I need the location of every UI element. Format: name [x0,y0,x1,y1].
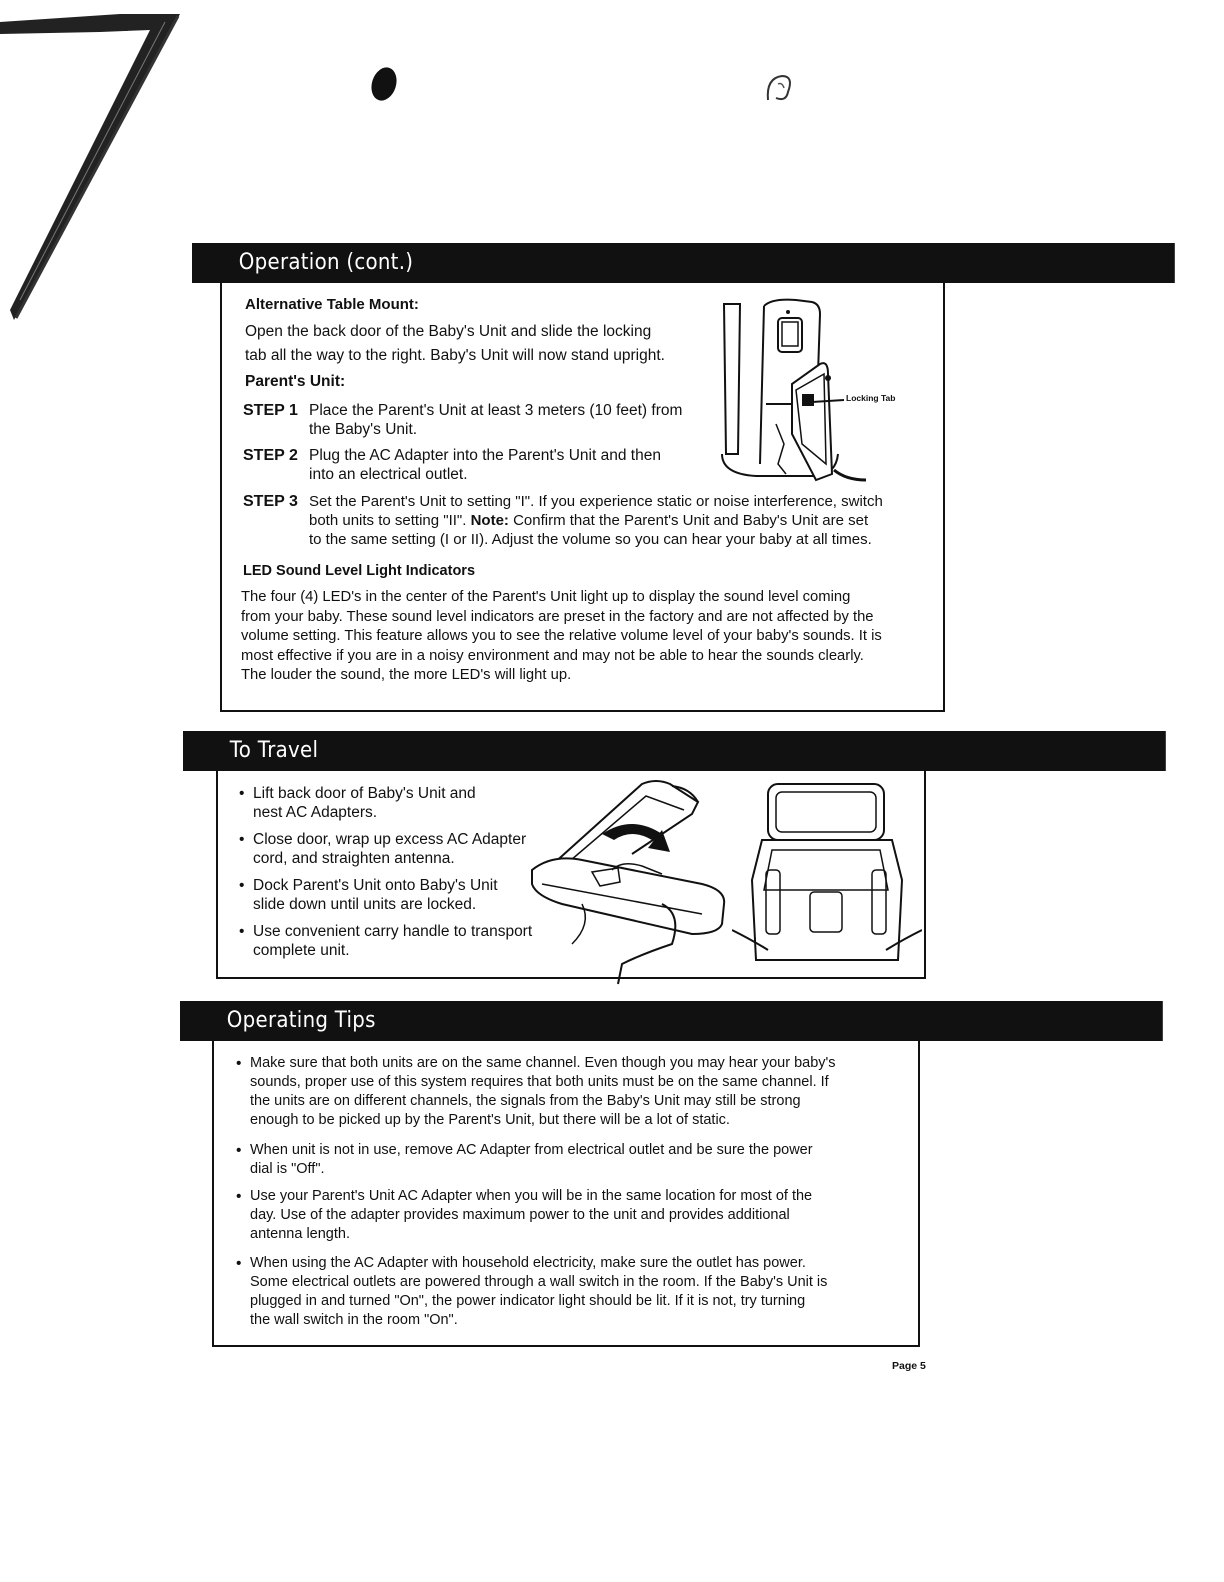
front-view-illustration [732,780,922,972]
bullet-dot: • [236,1255,242,1272]
tips-bullet-1-line-3: the units are on different channels, the signals from the Baby's Unit may still be strong [250,1093,801,1109]
alt-mount-text-line-2: tab all the way to the right. Baby's Unit will now stand upright. [245,347,665,364]
led-line-2: from your baby. These sound level indicators are preset in the factory and are not affected by the [241,608,874,625]
step-3-note-label: Note: [470,512,509,529]
tips-bullet-1-line-1: Make sure that both units are on the same channel. Even though you may hear your baby's [250,1055,836,1071]
tips-bullet-3-line-2: day. Use of the adapter provides maximum power to the unit and provides additional [250,1207,790,1223]
tips-bullet-3-line-3: antenna length. [250,1226,350,1242]
travel-bullet-4-line-1: Use convenient carry handle to transport [253,923,533,940]
tips-bullet-3-text [250,1187,812,1244]
bullet-dot: • [239,923,245,940]
step-2-label: STEP 2 [243,447,298,464]
tips-bullet-3-line-1: Use your Parent's Unit AC Adapter when you will be in the same location for most of the [250,1188,813,1204]
tips-bullet-2-line-2: dial is "Off". [250,1161,325,1177]
step-2 [243,446,703,486]
travel-bullet-4-text [253,922,532,960]
tips-bullet-4-line-2: Some electrical outlets are powered through a wall switch in the room. If the Baby's Unit is [250,1274,828,1290]
bullet-dot: • [239,877,245,894]
bullet-dot: • [239,785,245,802]
tips-bullet-4-line-1: When using the AC Adapter with household electricity, make sure the outlet has power. [250,1255,806,1271]
step-3-line-2-post: Confirm that the Parent's Unit and Baby's Unit are set [513,512,869,529]
docking-illustration [522,774,742,986]
travel-bullet-3 [239,876,539,916]
step-3-line-2 [309,511,883,530]
section-header-tips: Operating Tips [180,1001,1163,1041]
travel-bullet-2-line-1: Close door, wrap up excess AC Adapter [253,831,527,848]
step-2-line-2: into an electrical outlet. [309,466,468,483]
section-header-operation: Operation (cont.) [192,243,1175,283]
step-2-line-1: Plug the AC Adapter into the Parent's Unit and then [309,447,661,464]
step-3-line-2-pre: both units to setting "II". [309,512,467,529]
step-3-text [309,492,883,549]
parents-unit-heading: Parent's Unit: [245,373,346,390]
step-1-label: STEP 1 [243,402,298,419]
step-3-line-1: Set the Parent's Unit to setting "I". If you experience static or noise interference, switch [309,493,883,510]
travel-bullet-1-line-1: Lift back door of Baby's Unit and [253,785,476,802]
scan-edge-artifact [0,0,200,340]
bullet-dot: • [236,1142,242,1159]
travel-bullet-4 [239,922,549,962]
travel-bullet-1 [239,784,539,824]
alt-mount-text-line-1: Open the back door of the Baby's Unit and slide the locking [245,323,652,340]
alt-mount-heading: Alternative Table Mount: [245,296,419,313]
step-1-text [309,401,682,439]
step-3-line-3: to the same setting (I or II). Adjust the volume so you can hear your baby at all times. [309,531,872,548]
tips-bullet-4 [236,1254,916,1334]
led-line-4: most effective if you are in a noisy environment and may not be able to hear the sounds clearly. [241,647,864,664]
locking-tab-label: Locking Tab [846,393,896,403]
travel-bullet-2-text [253,830,526,868]
tips-bullet-1-line-2: sounds, proper use of this system requires that both units must be on the same channel. If [250,1074,829,1090]
step-2-text [309,446,661,484]
step-3-label: STEP 3 [243,493,298,510]
step-1 [243,401,703,441]
step-1-line-1: Place the Parent's Unit at least 3 meters (10 feet) from [309,402,683,419]
travel-bullet-3-line-1: Dock Parent's Unit onto Baby's Unit [253,877,498,894]
tips-bullet-2-text [250,1141,813,1179]
tips-bullet-1-line-4: enough to be picked up by the Parent's Unit, but there will be a lot of static. [250,1112,730,1128]
bullet-dot: • [236,1188,242,1205]
travel-bullet-4-line-2: complete unit. [253,942,350,959]
tips-bullet-4-line-3: plugged in and turned "On", the power indicator light should be lit. If it is not, try turning [250,1293,806,1309]
section-header-travel: To Travel [183,731,1166,771]
tips-bullet-4-line-4: the wall switch in the room "On". [250,1312,458,1328]
bullet-dot: • [239,831,245,848]
page-number: Page 5 [892,1360,926,1372]
punch-hole-mark [366,64,402,104]
led-line-5: The louder the sound, the more LED's will light up. [241,667,572,683]
smudge-mark [760,68,800,108]
led-line-3: volume setting. This feature allows you to see the relative volume level of your baby's sounds. It is [241,628,882,644]
step-1-line-2: the Baby's Unit. [309,421,418,438]
travel-bullet-1-text [253,784,476,822]
led-heading: LED Sound Level Light Indicators [243,563,476,579]
step-3 [243,492,943,552]
tips-bullet-4-text [250,1254,827,1330]
tips-bullet-1 [236,1054,916,1134]
travel-bullet-3-line-2: slide down until units are locked. [253,896,477,913]
travel-bullet-3-text [253,876,498,914]
tips-bullet-2 [236,1141,916,1181]
travel-bullet-2 [239,830,539,870]
tips-bullet-1-text [250,1054,836,1130]
tips-bullet-2-line-1: When unit is not in use, remove AC Adapter from electrical outlet and be sure the power [250,1142,813,1158]
tips-bullet-3 [236,1187,916,1247]
bullet-dot: • [236,1055,242,1072]
travel-bullet-1-line-2: nest AC Adapters. [253,804,378,821]
led-line-1: The four (4) LED's in the center of the Parent's Unit light up to display the sound level coming [241,589,851,605]
travel-bullet-2-line-2: cord, and straighten antenna. [253,850,455,867]
led-paragraph [241,588,941,686]
